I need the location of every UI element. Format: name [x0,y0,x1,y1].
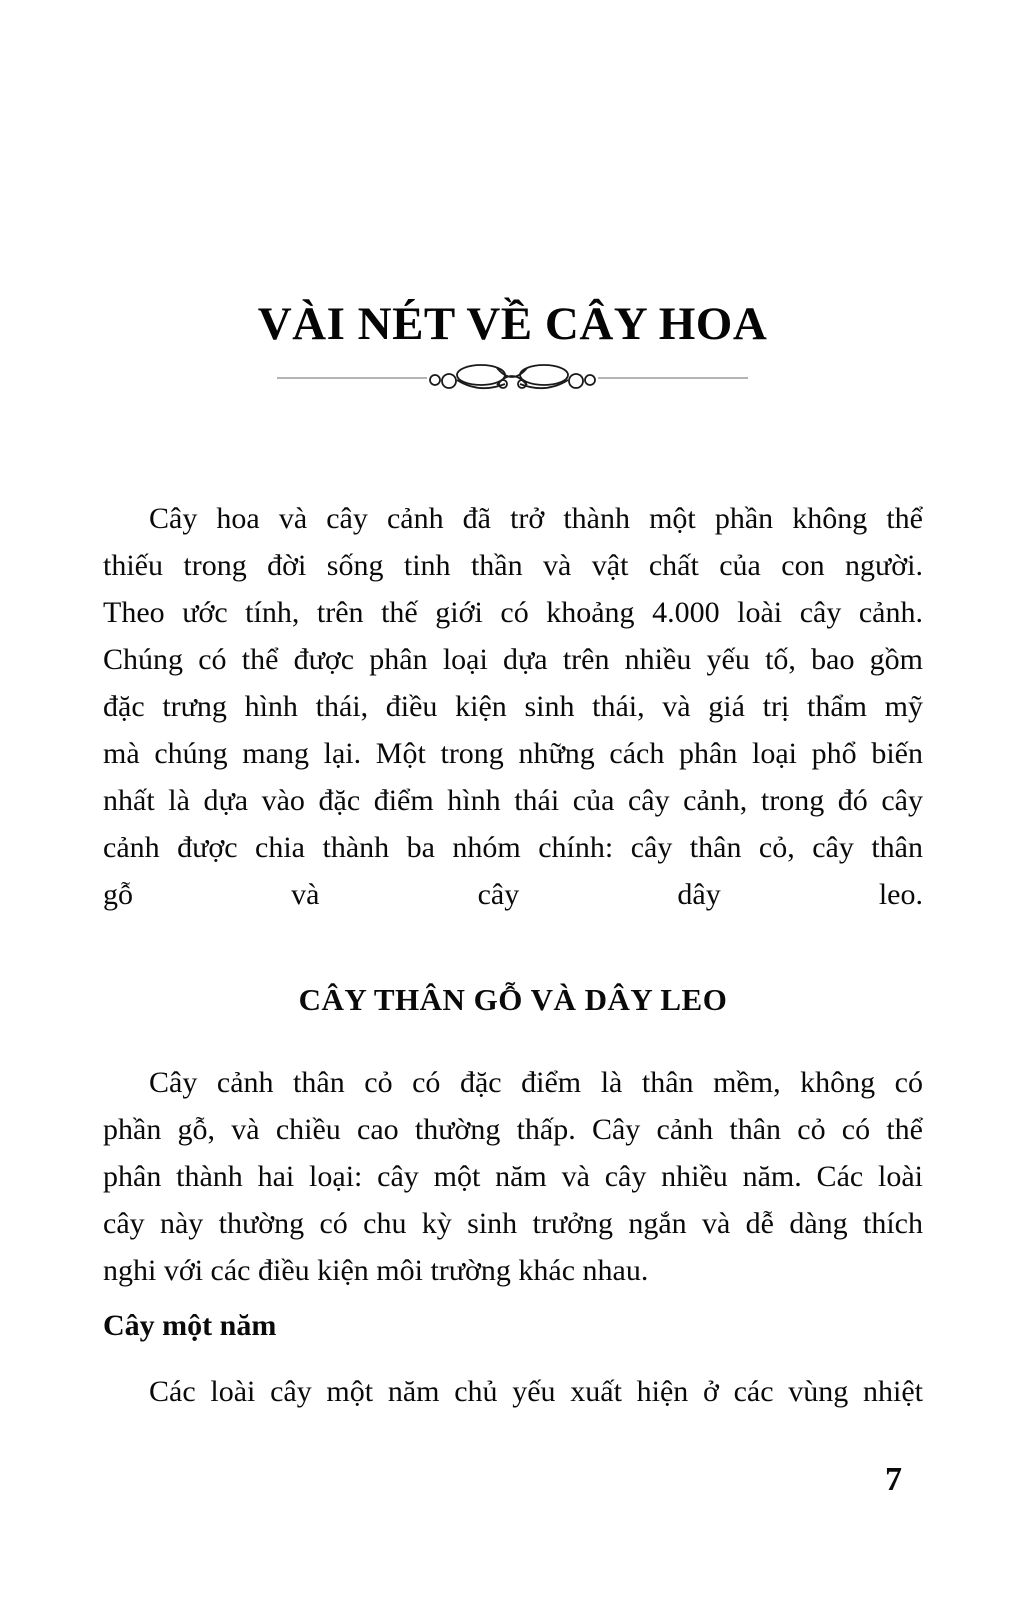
text-line: nhất là dựa vào đặc điểm hình thái của cây cảnh, trong đó cây [103,784,923,817]
text-line: Cây cảnh thân cỏ có đặc điểm là thân mềm, không có [149,1066,923,1099]
text-line: thiếu trong đời sống tinh thần và vật chất của con người. [103,549,923,582]
paragraph-annual [103,1368,923,1415]
text-line: gỗ và cây dây leo. [103,878,923,911]
text-line: nghi với các điều kiện môi trường khác nhau. [103,1254,649,1287]
text-line: cây này thường có chu kỳ sinh trưởng ngắn và dễ dàng thích [103,1207,923,1240]
text-line: đặc trưng hình thái, điều kiện sinh thái, và giá trị thẩm mỹ [103,690,923,723]
subsection-heading: Cây một năm [103,1309,277,1342]
section-heading: CÂY THÂN GỖ VÀ DÂY LEO [298,982,728,1017]
paragraph-herbaceous [103,1059,923,1294]
text-line: mà chúng mang lại. Một trong những cách phân loại phổ biến [103,737,923,770]
text-line: phân thành hai loại: cây một năm và cây nhiều năm. Các loài [103,1160,923,1193]
flourish-divider-icon [275,360,750,394]
text-line: Chúng có thể được phân loại dựa trên nhiều yếu tố, bao gồm [103,643,923,676]
text-line: Theo ước tính, trên thế giới có khoảng 4.000 loài cây cảnh. [103,596,923,629]
text-line: Cây hoa và cây cảnh đã trở thành một phần không thể [149,502,923,535]
chapter-title: VÀI NÉT VỀ CÂY HOA [257,298,768,350]
text-line: phần gỗ, và chiều cao thường thấp. Cây cảnh thân cỏ có thể [103,1113,923,1146]
page-number: 7 [885,1461,902,1498]
text-line: Các loài cây một năm chủ yếu xuất hiện ở các vùng nhiệt [149,1375,923,1408]
text-column [103,495,923,1415]
paragraph-intro [103,495,923,918]
text-line: cảnh được chia thành ba nhóm chính: cây thân cỏ, cây thân [103,831,923,864]
